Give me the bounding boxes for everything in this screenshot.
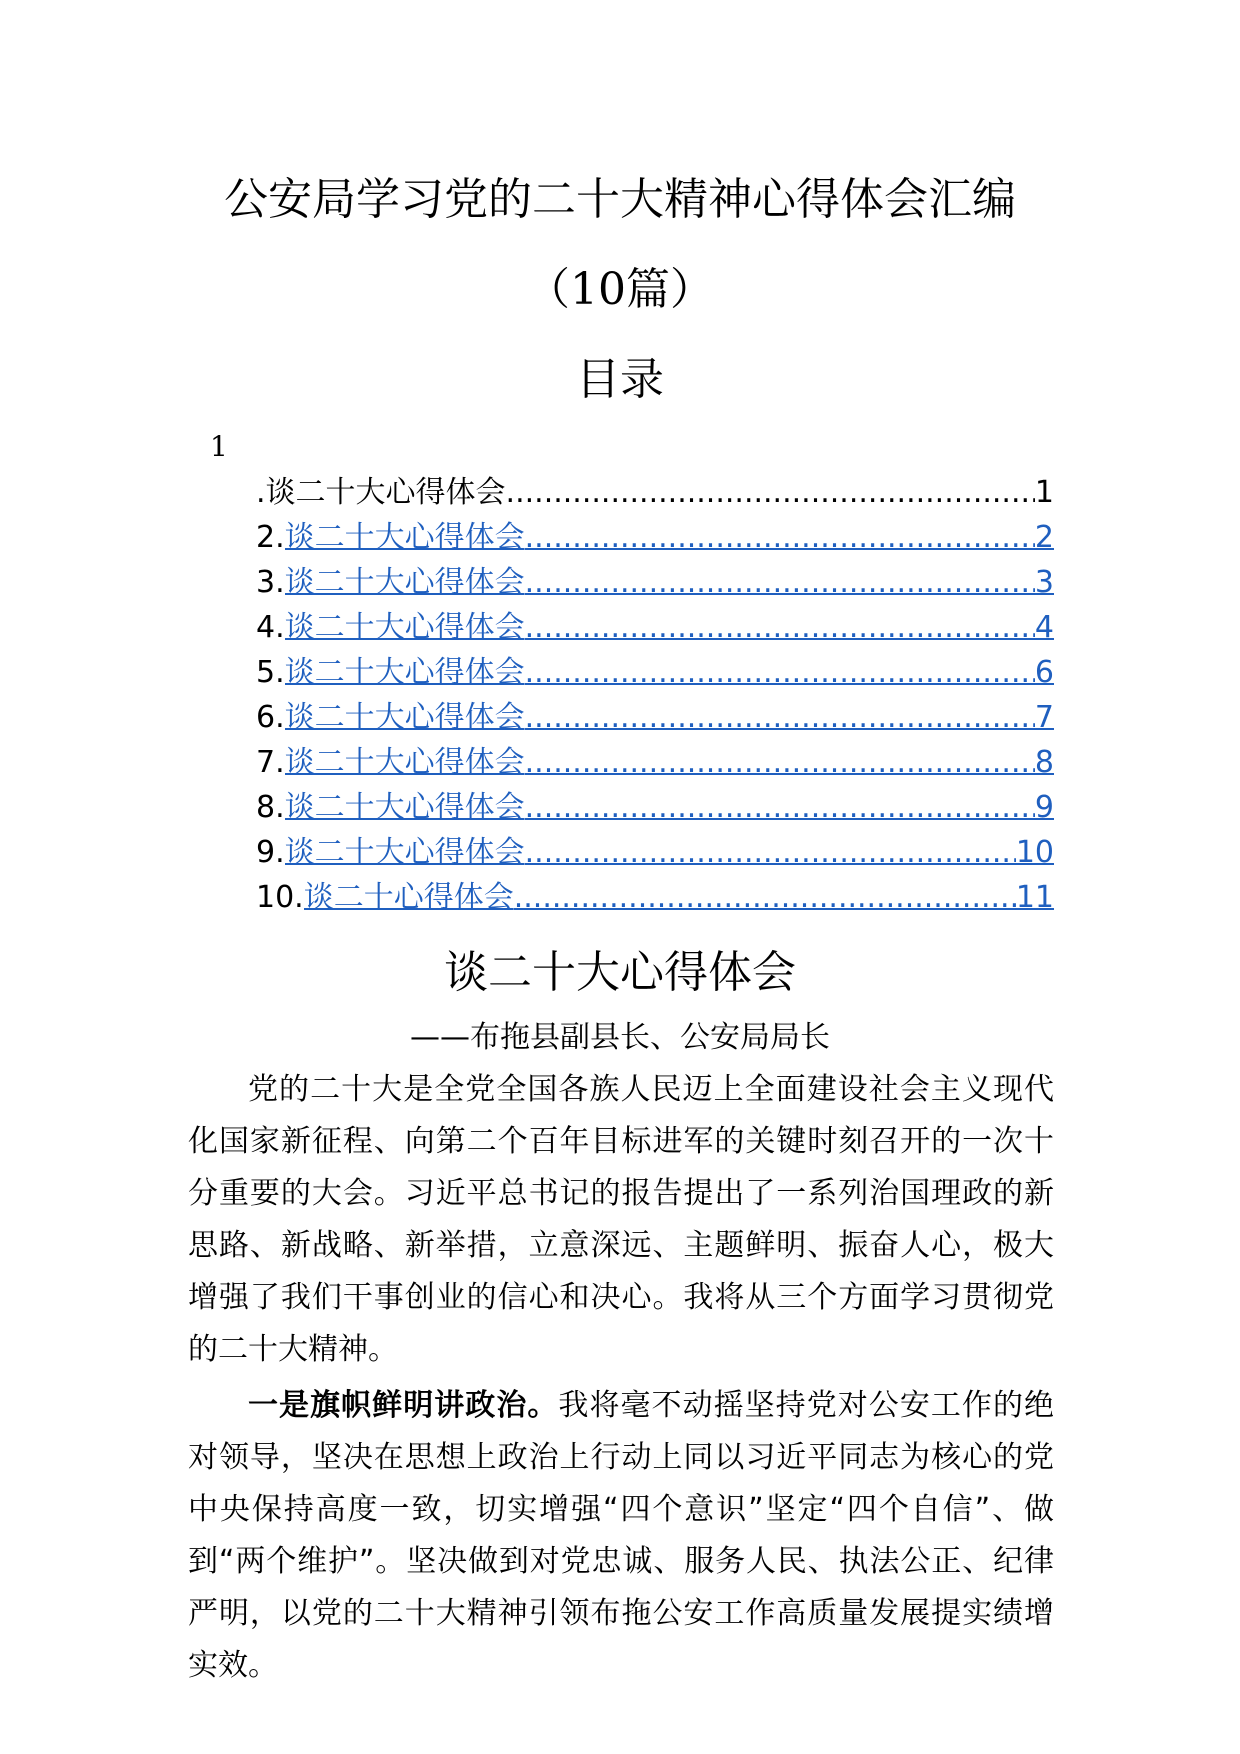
toc-item-link[interactable] [285, 650, 1054, 695]
toc-leader-dots [525, 560, 1035, 605]
toc-leader-dots [514, 875, 1016, 920]
toc-item-number: 6. [256, 700, 285, 735]
toc-item-link[interactable] [285, 695, 1054, 740]
toc-item-link[interactable] [285, 785, 1054, 830]
paragraph-text: 党的二十大是全党全国各族人民迈上全面建设社会主义现代化国家新征程、向第二个百年目标进军的关键时刻召开的一次十分重要的大会。习近平总书记的报告提出了一系列治国理政的新思路、新战略、新举措，立意深远、主题鲜明、振奋人心，极大增强了我们干事创业的信心和决心。我将从三个方面学习贯彻党的二十大精神。 [188, 1072, 1054, 1367]
toc-item-title: 谈二十大心得体会 [284, 745, 525, 780]
toc-item-number: 8. [256, 790, 285, 825]
toc-leader-dots [525, 830, 1016, 875]
toc-item[interactable] [256, 740, 1054, 785]
paragraph [188, 1380, 1054, 1692]
toc-item-title: 谈二十心得体会 [303, 880, 514, 915]
toc-item-link[interactable] [285, 740, 1054, 785]
toc-item-page-number: 10 [1015, 835, 1054, 870]
toc-item-number: 10. [256, 880, 304, 915]
paragraph-lead: 一是旗帜鲜明讲政治。 [248, 1388, 559, 1423]
toc-leader-dots [525, 515, 1035, 560]
toc-item-title: 谈二十大心得体会 [284, 520, 525, 555]
toc-item-page-number: 7 [1034, 700, 1054, 735]
toc-heading: 目录 [576, 354, 664, 405]
toc-item[interactable] [256, 875, 1054, 920]
toc-item-page-number: 3 [1034, 565, 1054, 600]
toc-item-link[interactable] [304, 875, 1054, 920]
toc-item-link[interactable] [285, 830, 1054, 875]
toc-item-title: 谈二十大心得体会 [284, 655, 525, 690]
toc-item-number: 4. [256, 610, 285, 645]
toc-item-title: 谈二十大心得体会 [284, 700, 525, 735]
toc-item-link[interactable] [285, 515, 1054, 560]
toc-item[interactable] [256, 560, 1054, 605]
toc-item[interactable] [256, 605, 1054, 650]
article-body [188, 1064, 1054, 1692]
toc-item-title: 谈二十大心得体会 [284, 565, 525, 600]
toc-leader-dots [525, 650, 1035, 695]
toc-item-page-number: 1 [1034, 475, 1054, 510]
toc-item[interactable] [256, 515, 1054, 560]
toc-leader-dots [525, 740, 1035, 785]
toc-item[interactable] [256, 785, 1054, 830]
toc-item-title: 谈二十大心得体会 [284, 790, 525, 825]
toc-item-number: 2. [256, 520, 285, 555]
toc-item-title: 谈二十大心得体会 [284, 835, 525, 870]
toc-item-page-number: 8 [1034, 745, 1054, 780]
document-title: 公安局学习党的二十大精神心得体会汇编 [224, 174, 1016, 225]
toc-item-page-number: 9 [1034, 790, 1054, 825]
toc-item [256, 470, 1054, 515]
article-title: 谈二十大心得体会 [444, 947, 796, 998]
toc-item[interactable] [256, 695, 1054, 740]
toc-item-link[interactable] [285, 560, 1054, 605]
table-of-contents [256, 470, 1054, 920]
toc-leader-dots [525, 605, 1035, 650]
toc-item[interactable] [256, 830, 1054, 875]
toc-item-number: 9. [256, 835, 285, 870]
toc-leader-dots [525, 785, 1035, 830]
article-byline: ——布拖县副县长、公安局局长 [410, 1020, 830, 1055]
toc-item-number: 3. [256, 565, 285, 600]
toc-item-title: 谈二十大心得体会 [284, 610, 525, 645]
toc-marker: 1 [210, 430, 228, 463]
toc-leader-dots [506, 470, 1035, 515]
toc-item-page-number: 4 [1034, 610, 1054, 645]
toc-item-page-number: 2 [1034, 520, 1054, 555]
toc-item-page-number: 6 [1034, 655, 1054, 690]
toc-leader-dots [525, 695, 1035, 740]
toc-item-link[interactable] [285, 605, 1054, 650]
toc-item[interactable] [256, 650, 1054, 695]
paragraph [188, 1064, 1054, 1376]
toc-item-number: 5. [256, 655, 285, 690]
toc-item-number: 7. [256, 745, 285, 780]
paragraph-text: 我将毫不动摇坚持党对公安工作的绝对领导，坚决在思想上政治上行动上同以习近平同志为核心的党中央保持高度一致，切实增强“四个意识”坚定“四个自信”、做到“两个维护”。坚决做到对党忠诚、服务人民、执法公正、纪律严明，以党的二十大精神引领布拖公安工作高质量发展提实绩增实效。 [188, 1388, 1055, 1683]
document-subtitle: （10篇） [526, 264, 714, 315]
toc-item-page-number: 11 [1015, 880, 1054, 915]
toc-item-title: .谈二十大心得体会 [256, 475, 506, 510]
toc-item-entry [256, 470, 1054, 515]
